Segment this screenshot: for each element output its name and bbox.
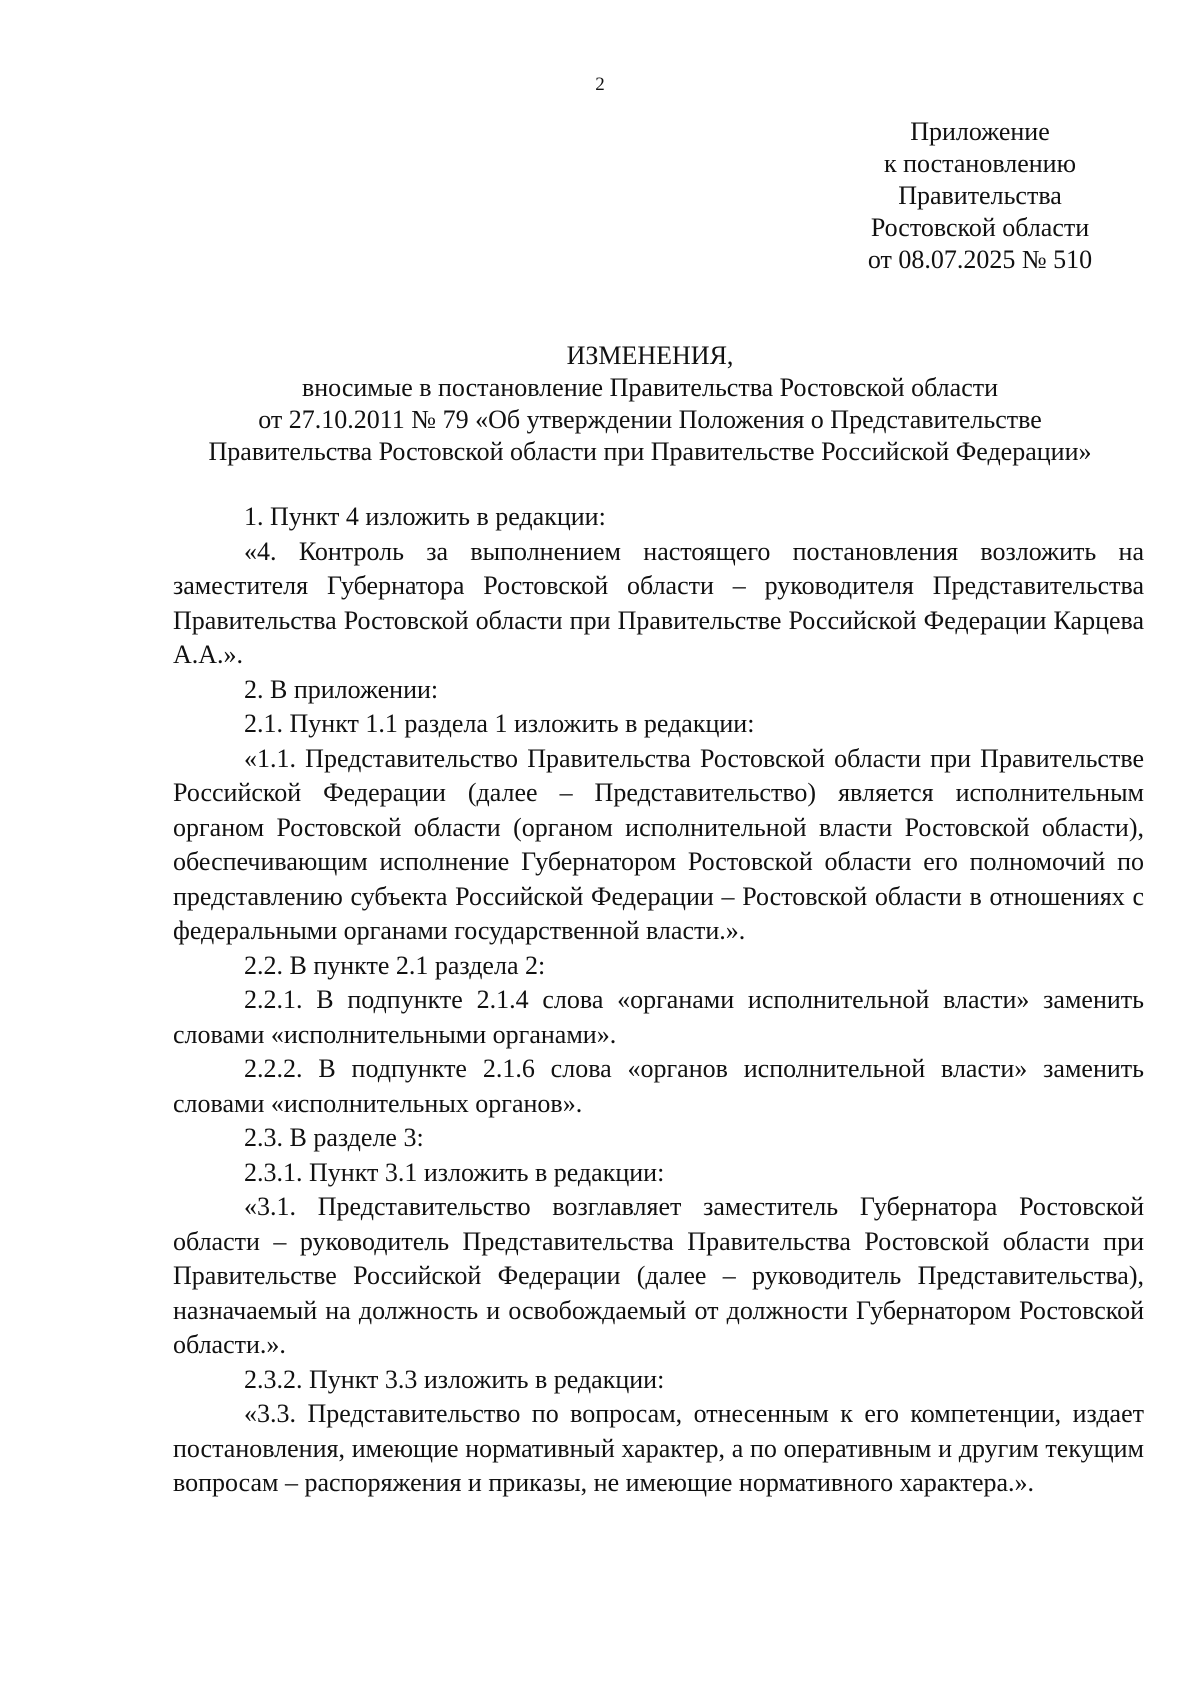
paragraph: «3.3. Представительство по вопросам, отнесенным к его компетенции, издает постановления, имеющие нормативный характер, а по оперативным и другим текущим вопросам – распоряжения и приказы, не имеющие нормативного характера.». xyxy=(173,1399,1144,1497)
paragraph: «1.1. Представительство Правительства Ростовской области при Правительстве Российской Федерации (далее – Представительство) является исполнительным органом Ростовской области (органом исполнительной власти Ростовской области), обеспечивающим исполнение Губернатором Ростовской области его полномочий по представлению субъекта Российской Федерации – Ростовской области в отношениях с федеральными органами государственной власти.». xyxy=(173,743,1144,945)
paragraph: 2.2.1. В подпункте 2.1.4 слова «органами исполнительной власти» заменить словами «исполнительными органами». xyxy=(173,985,1144,1049)
title-line: вносимые в постановление Правительства Ростовской области xyxy=(301,373,999,402)
paragraph: «4. Контроль за выполнением настоящего постановления возложить на заместителя Губернатора Ростовской области – руководителя Представительства Правительства Ростовской области при Правительстве Российской Федерации Карцева А.А.». xyxy=(173,536,1144,669)
title-heading: ИЗМЕНЕНИЯ, xyxy=(566,341,734,370)
document-body xyxy=(173,500,1144,1501)
paragraph: 2.1. Пункт 1.1 раздела 1 изложить в редакции: xyxy=(244,709,755,738)
paragraph: «3.1. Представительство возглавляет заместитель Губернатора Ростовской области – руководитель Представительства Правительства Ростовской области при Правительстве Российской Федерации (далее – руководитель Представительства), назначаемый на должность и освобождаемый от должности Губернатором Ростовской области.». xyxy=(173,1192,1144,1359)
appendix-line: Приложение xyxy=(910,117,1050,146)
appendix-line: Правительства xyxy=(898,181,1062,210)
title-line: Правительства Ростовской области при Правительстве Российской Федерации» xyxy=(208,437,1092,466)
document-title xyxy=(160,340,1140,468)
appendix-reference xyxy=(830,116,1130,276)
paragraph: 2.2.2. В подпункте 2.1.6 слова «органов исполнительной власти» заменить словами «исполнительных органов». xyxy=(173,1054,1144,1118)
paragraph: 2.3.2. Пункт 3.3 изложить в редакции: xyxy=(244,1364,665,1394)
title-line: от 27.10.2011 № 79 «Об утверждении Положения о Представительстве xyxy=(258,405,1042,434)
page-number: 2 xyxy=(595,74,605,95)
appendix-line: Ростовской области xyxy=(870,213,1090,242)
paragraph: 2.3.1. Пункт 3.1 изложить в редакции: xyxy=(244,1157,665,1187)
paragraph: 2. В приложении: xyxy=(244,674,439,704)
paragraph: 2.3. В разделе 3: xyxy=(244,1123,424,1152)
appendix-line: к постановлению xyxy=(883,149,1077,178)
paragraph: 1. Пункт 4 изложить в редакции: xyxy=(244,502,606,531)
appendix-line: от 08.07.2025 № 510 xyxy=(867,245,1093,274)
paragraph: 2.2. В пункте 2.1 раздела 2: xyxy=(244,950,546,980)
